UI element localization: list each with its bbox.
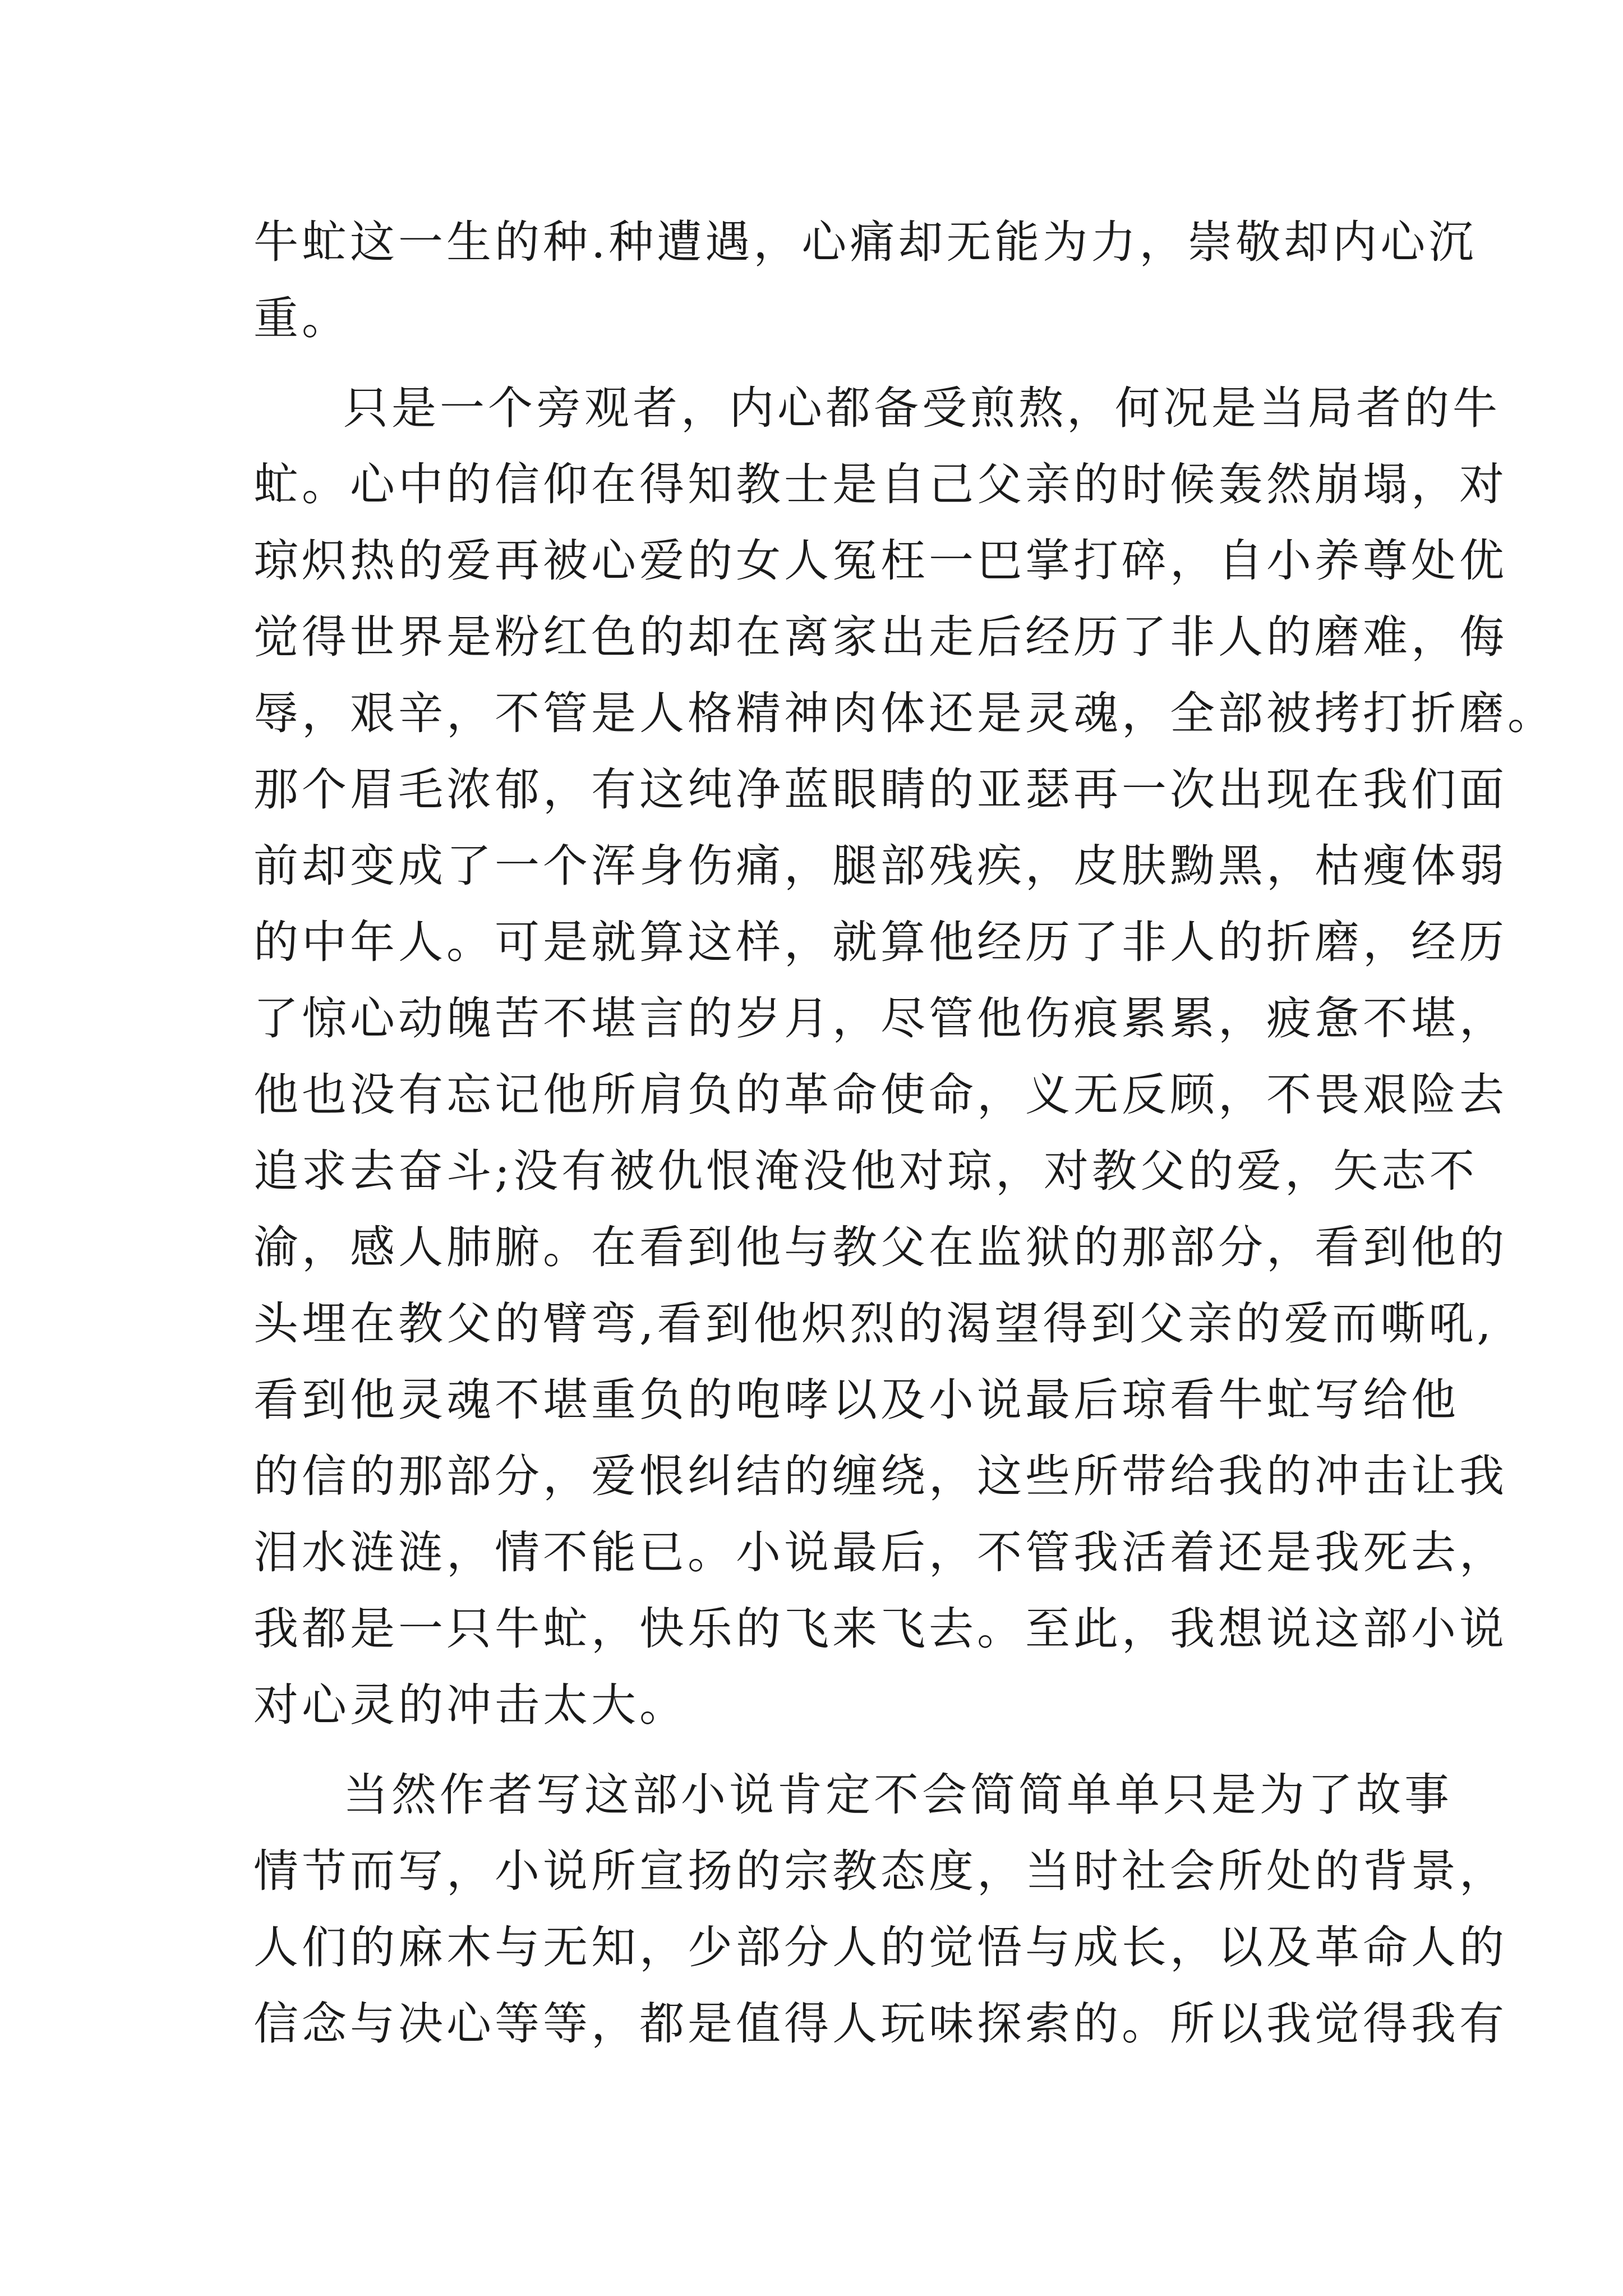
text-line: 的中年人。可是就算这样，就算他经历了非人的折磨，经历 [253,916,1507,968]
text-line: 重。 [253,292,350,344]
text-line: 觉得世界是粉红色的却在离家出走后经历了非人的磨难，侮 [253,611,1507,663]
text-line: 渝，感人肺腑。在看到他与教父在监狱的那部分，看到他的 [253,1221,1507,1273]
text-line: 当然作者写这部小说肯定不会简简单单只是为了故事 [343,1769,1453,1821]
body-text [253,204,1556,2062]
paragraph-gap [253,357,1375,370]
text-line: 牛虻这一生的种.种遭遇，心痛却无能为力，崇敬却内心沉 [253,216,1477,268]
text-line: 他也没有忘记他所肩负的革命使命，义无反顾，不畏艰险去 [253,1069,1507,1121]
paragraph-gap [253,1743,1375,1757]
text-line: 人们的麻木与无知，少部分人的觉悟与成长，以及革命人的 [253,1921,1507,1973]
text-line: 头埋在教父的臂弯,看到他炽烈的渴望得到父亲的爱而嘶吼, [253,1297,1495,1350]
text-line: 信念与决心等等，都是值得人玩味探索的。所以我觉得我有 [253,1998,1507,2050]
text-line: 前却变成了一个浑身伤痛，腿部残疾，皮肤黝黑，枯瘦体弱 [253,840,1507,892]
text-line: 的信的那部分，爱恨纠结的缠绕，这些所带给我的冲击让我 [253,1450,1507,1502]
text-line: 辱，艰辛，不管是人格精神肉体还是灵魂，全部被拷打折磨。 [253,687,1556,739]
text-line: 看到他灵魂不堪重负的咆哮以及小说最后琼看牛虻写给他 [253,1374,1459,1426]
text-line: 泪水涟涟，情不能已。小说最后，不管我活着还是我死去， [253,1526,1507,1579]
text-line: 对心灵的冲击太大。 [253,1679,688,1731]
text-line: 那个眉毛浓郁，有这纯净蓝眼睛的亚瑟再一次出现在我们面 [253,763,1507,816]
text-line: 只是一个旁观者，内心都备受煎熬，何况是当局者的牛 [343,382,1501,434]
text-line: 虻。心中的信仰在得知教士是自己父亲的时候轰然崩塌，对 [253,458,1507,510]
text-line: 琼炽热的爱再被心爱的女人冤枉一巴掌打碎，自小养尊处优 [253,535,1507,587]
text-line: 我都是一只牛虻，快乐的飞来飞去。至此，我想说这部小说 [253,1603,1507,1655]
text-line: 了惊心动魄苦不堪言的岁月，尽管他伤痕累累，疲惫不堪， [253,992,1507,1045]
text-line: 情节而写，小说所宣扬的宗教态度，当时社会所处的背景， [253,1845,1507,1897]
text-line: 追求去奋斗;没有被仇恨淹没他对琼，对教父的爱，矢志不 [253,1145,1478,1197]
